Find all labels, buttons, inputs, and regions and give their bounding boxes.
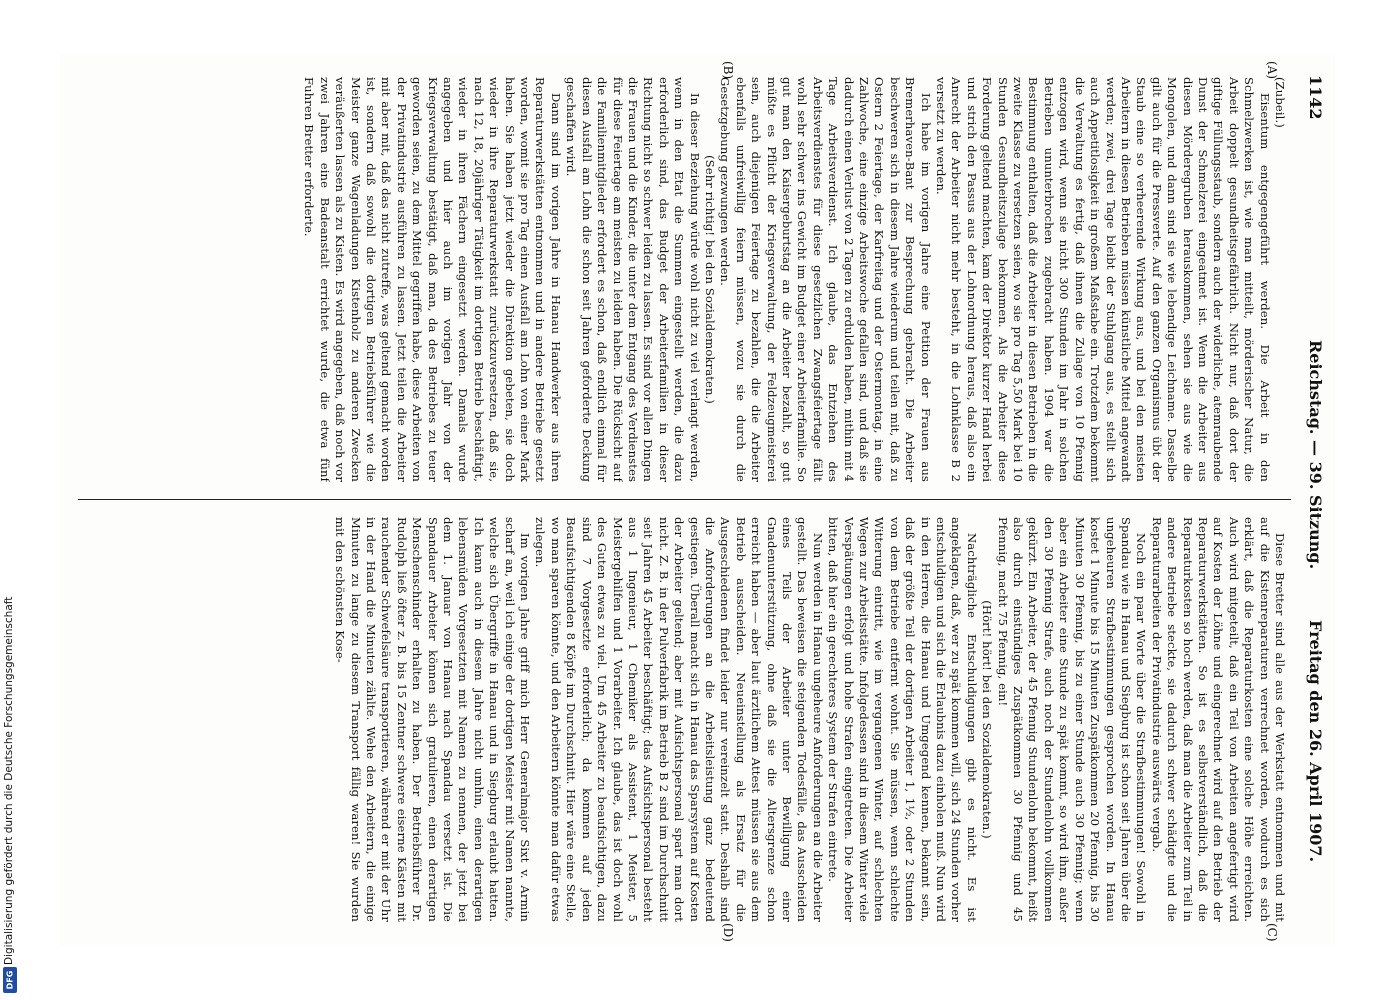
margin-mark-d: (D) — [721, 923, 735, 942]
dfg-side-strip — [0, 0, 20, 1000]
digitization-credit: Digitalisierung gefördert durch die Deutsche Forschungsgemeinschaft — [3, 596, 15, 965]
paragraph: Noch ein paar Worte über die Strafbestimmungen! Sowohl in Spandau wie in Hanau und Siegburg ist schon seit Jahren über die ungeheuren Strafbestimmungen gesprochen worden. In Hanau kostet 1 Minute bis 15 Minuten Zuspätkommen 20 Pfennig, bis 30 Minuten 30 Pfennig, bis zu einer Stunde auch 30 Pfennig; wenn aber ein Arbeiter eine Stunde zu spät kommt, so wird ihm, außer den 30 Pfennig Strafe, auch noch der Stundenlohn vollkommen gekürzt. Ein Arbeiter, der 45 Pfennig Stundenlohn bekommt, heißt also durch einstündiges Zuspätkommen 30 Pfennig und 45 Pfennig, macht 75 Pfennig, ein! — [995, 517, 1149, 922]
paragraph: Eisentum entgegengeführt werden. Die Arbeit in den Schmelzwerken ist, wie man mitteilt, mörderischer Natur, die Arbeit doppelt gesundheitsgefährlich. Nicht nur, daß dort der giftige Füllungsstaub, sondern auch der widerliche, atemraubende Dunst der Schmelzerei eingeatmet ist. Wenn die Arbeiter aus diesen Mörderegruben herauskommen, sehen sie aus wie die Mongolen, und dann sind sie wie lebendige Leichname. Dasselbe gilt auch für die Pressverte. Auf den ganzen Organismus übt der Staub eine so verheerende Wirkung aus, und bei den meisten Arbeitern in diesen Betrieben müssen künstliche Mittel angewandt werden; zwei, drei Tage bleibt der Stuhlgang aus, es stellt sich auch Appetitlosigkeit in großem Maßstabe ein. Trotzdem bekommt die Verwaltung es fertig, daß ihnen die Zulage von 10 Pfennig entzogen wird, wenn sie nicht 300 Stunden im Jahr in solchen Betrieben ununterbrochen zugebracht haben. 1904 war die Bestimmung enthalten, daß die Arbeiter in diesen Betrieben in die zweite Klasse zu versetzen seien, wo sie pro Tag 5,50 Mark bei 10 Stunden Gesundheitszulage bekommen. Als die Arbeiter diese Forderung geltend machten, kam der Direktor kurzer Hand herbei und strich den Passus aus der Lohnordnung heraus, daß also ein Anrecht der Arbeiter nicht mehr besteht, in die Lohnklasse B 2 versetzt zu werden. — [934, 77, 1272, 482]
page-content — [60, 55, 1335, 945]
paragraph: Dann sind im vorigen Jahre in Hanau Handwerker aus ihren Reparaturwerkstätten entnommen und in andere Betriebe gesetzt worden, womit sie pro Tag einen Ausfall am Lohn von einer Mark haben. Sie haben jetzt wieder die Direktion gebeten, sie doch wieder in ihre Reparaturwerkstatt zurückzuversetzen, daß sie, nach 12, 18, 20jähriger Tätigkeit im dortigen Betrieb beschäftigt, wieder in ihren Fächern eingesetzt werden. Damals wurde angegeben und hier auch im vorigen Jahr von der Kriegsverwaltung bestätigt, daß man, da des Betriebes zu teuer geworden seien, zu dem Mittel gegriffen habe, diese Arbeiten von der Privatindustrie ausführen zu lassen. Jetzt teilen die Arbeiter mit aber mit, daß das nicht zutreffe, was geltend gemacht worden ist, sondern daß sowohl die dortigen Betriebsführer wie die Meister ganze Wagenladungen Kistenholz zu anderen Zwecken veräußerten lassen als zu Kisten. Es wird angegeben, daß noch vor zwei Jahren eine Badeanstalt errichtet wurde, die etwa fünf Fuhren Bretter erforderte. — [302, 77, 563, 482]
margin-mark-c: (C) — [1265, 923, 1279, 942]
dfg-logo-icon: DFG — [3, 967, 17, 993]
paragraph: (Hört! hört! bei den Sozialdemokraten.) — [980, 600, 995, 839]
header-session: Reichstag. — 39. Sitzung. — [1306, 340, 1325, 570]
paragraph: (Sehr richtig! bei den Sozialdemokraten.) — [702, 155, 717, 404]
column-divider — [78, 499, 1291, 500]
right-text-column — [80, 517, 1287, 922]
margin-mark-a: (A) — [1265, 61, 1279, 80]
paragraph: Nachträgliche Entschuldigungen gibt es nicht. Es ist angeklagen, daß, wer zu spät kommen will, sich 24 Stunden vorher entschuldigen und sich die Erlaubnis dazu einholen muß. Nun wird in den Herren, die Hanau und Umgegend kennen, bekannt sein, daß der größte Teil der dortigen Arbeiter 1, 1½, oder 2 Stunden von dem Betriebe entfernt wohnt. Sie müssen, wenn schlechte Witterung eintritt, wie im vergangenen Winter, auf schlechten Wegen zur Arbeitsstätte. Infolgedessen sind in diesem Winter viele Verspätungen erfolgt und hohe Strafen eingetreten. Die Arbeiter bitten, daß hier ein gerechteres System der Strafen eintrete. — [826, 517, 979, 922]
page-number: 1142 — [1306, 75, 1325, 120]
left-text-column — [80, 77, 1287, 482]
header-date: Freitag den 26. April 1907. — [1306, 620, 1325, 863]
margin-mark-b: (B) — [721, 61, 735, 80]
scanned-page — [60, 55, 1335, 945]
paragraph: Diese Bretter sind alle aus der Werkstatt entnommen und mit auf die Kistenreparaturen verrechnet worden, wodurch es sich erklärt, daß die Reparaturkosten eine solche Höhe erreichten. Auch wird mitgeteilt, daß ein Teil von Arbeiten angefertigt wird auf Kosten der Löhne und eingerechnet wird auf den Betrieb der Reparaturwerkstätten. So ist es selbstverständlich, daß die Reparaturkosten so hoch werden, daß man die Arbeiter zum Teil in andere Betriebe steckte, sie dadurch schwer schädigte und die Reparaturarbeiten der Privatindustrie auswärts vergab. — [1149, 517, 1287, 922]
paragraph: (Zubeil.) — [1273, 77, 1287, 128]
paragraph: Im vorigen Jahre griff mich Herr Generalmajor Sixt v. Armin scharf an, weil ich einige der dortigen Meister mit Namen nannte, welche sich Übergriffe in Hanau und in Siegburg erlaubt hatten. Ich kann auch in diesem Jahre nicht umhin, einen derartigen lebensmüden Vorgesetzten mit Namen zu nennen, der jetzt bei dem 1. Januar von Hanau nach Spandau versetzt ist. Die Spandauer Arbeiter können sich gratulieren, einen derartigen Menschenschinder erhalten zu haben. Der Betriebsführer Dr. Rudolph ließ öfter z. B. bis 15 Zentner schwere eiserne Kästen mit rauchender Schwefelsäure transportieren, während er mit der Uhr in der Hand die Minuten zählte. Wehe den Arbeitern, die einige Minuten zu lange zu diesem Transport fällig waren! Sie wurden mit den schönsten Kose- — [333, 517, 533, 922]
paragraph: Nun werden in Hanau ungeheure Anforderungen an die Arbeiter gestellt. Das beweisen die steigenden Todesfälle, das Ausscheiden eines Teils der Arbeiter unter Bewilligung einer Gnadenunterstützung, ohne daß sie die Altersgrenze schon erreicht haben — aber laut ärztlichem Attest müssen sie aus dem Betrieb ausscheiden. Neueinstellung als Ersatz für die Ausgeschiedenen findet leider nur vereinzelt statt. Deshalb sind die Anforderungen an die Arbeitsleistung ganz bedeutend gestiegen. Überall macht sich in Hanau das Sparsystem auf Kosten der Arbeiter geltend; aber mit Aufsichtspersonal spart man dort nicht. Z. B. in der Pulverfabrik im Betrieb B 2 sind im Durchschnitt seit Jahren 45 Arbeiter beschäftigt; das Aufsichtspersonal besteht aus 1 Ingenieur, 1 Chemiker als Assistent, 1 Meister, 5 Meistergehilfen und 1 Vorarbeiter. Ich glaube, das ist doch wohl des Guten etwas zu viel. Um 45 Arbeiter zu beaufsichtigen, dazu sind 7 Vorgesetzte erforderlich; da kommen auf jeden Beaufsichtigenden 8 Köpfe im Durchschnitt. Hier wäre eine Stelle, wo man sparen könnte, und den Arbeitern könnte man dafür etwas zulegen. — [533, 517, 825, 922]
paragraph: In dieser Beziehung würde wohl nicht zu viel verlangt werden, wenn in den Etat die Summen eingestellt werden, die dazu erforderlich sind, das Budget der Arbeiterfamilien in dieser Richtung nicht so schwer leiden zu lassen. Es sind vor allen Dingen die Frauen und die Kinder, die unter dem Entgang des Verdienstes für diese Feiertage am meisten zu leiden haben. Die Rücksicht auf die Familienmitglieder erfordert es schon, daß endlich einmal für diesen Ausfall am Lohn die schon seit Jahren geforderte Deckung geschaffen wird. — [564, 77, 702, 482]
paragraph: Ich habe im vorigen Jahre eine Petition der Frauen aus Bremerhaven-Bant zur Besprechung gebracht. Die Arbeiter beschweren sich in diesem Jahre wiederum und teilen mit, daß zu Ostern 2 Feiertage, der Karfreitag und der Ostermontag, in eine Zahlwoche, eine einzige Arbeitswoche gefallen sind, und daß sie dadurch einen Verlust von 2 Tagen zu erdulden haben, mithin mit 4 Tage Arbeitsverdienst. Ich glaube, das Entziehen des Arbeitsverdienstes für diese gesetzlichen Zwangsfeiertage fällt wohl sehr schwer ins Gewicht im Budget einer Arbeiterfamilie. So gut man den Kaisergeburtstag an die Arbeiter bezahlt, so gut müßte es Pflicht der Kriegsverwaltung, der Feldzeugmeisterei sein, auch diejenigen Feiertage zu bezahlen, die die Arbeiter ebenfalls unfreiwillig feiern müssen, wozu sie durch die Gesetzgebung gezwungen werden. — [718, 77, 933, 482]
page-header — [1299, 75, 1325, 925]
